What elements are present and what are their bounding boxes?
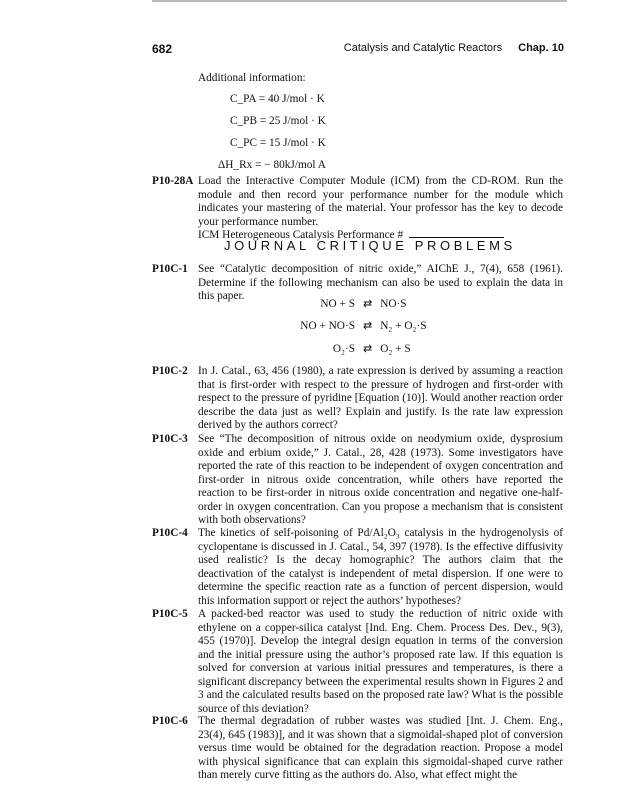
problem-label: P10-28A <box>152 175 194 187</box>
mechanism-step <box>310 297 510 310</box>
chapter-title: Catalysis and Catalytic Reactors <box>343 42 503 54</box>
problem-text: The kinetics of self-poisoning of Pd/Al₂O₃ catalysis in the hydrogenolysis of cyclopentane is discussed in J. Catal., 54, 397 (1978). Is the effective diffusivity used realistic? Is the decay homographic? The authors claim that the deactivation of the catalyst is independent of metal dispersion. If one were to determine the specific reaction rate as a function of percent dispersion, would this information support or reject the authors’ hypotheses? <box>198 527 563 607</box>
section-title: JOURNAL CRITIQUE PROBLEMS <box>224 238 516 253</box>
problem-text: See “Catalytic decomposition of nitric oxide,” AIChE J., 7(4), 658 (1961). Determine if the following mechanism can also be used to explain the data in this paper. <box>198 263 563 302</box>
equation-cpb: C_PB = 25 J/mol · K <box>230 115 326 127</box>
problem-label: P10C-5 <box>152 608 188 620</box>
products: N₂ + O₂·S <box>380 320 427 332</box>
mechanism-step <box>265 319 515 332</box>
performance-label: ICM Heterogeneous Catalysis Performance # <box>198 229 404 241</box>
running-header <box>344 42 564 54</box>
chapter-number: Chap. 10 <box>518 42 564 54</box>
problem-text: A packed-bed reactor was used to study the reduction of nitric oxide with ethylene on a copper-silica catalyst [Ind. Eng. Chem. Process Des. Dev., 9(3), 455 (1970)]. Develop the integral design equation in terms of the conversion and the initial pressure using the author’s proposed rate law. If this equation is solved for conversion at various initial pressures and temperatures, is there a significant discrepancy between the experimental results shown in Figures 2 and 3 and the calculated results based on the proposed rate law? What is the possible source of this deviation? <box>198 608 563 715</box>
additional-info-title: Additional information: <box>198 72 306 84</box>
problem-label: P10C-6 <box>152 715 188 727</box>
problem-text: In J. Catal., 63, 456 (1980), a rate expression is derived by assuming a reaction that is first-order with respect to the pressure of hydrogen and first-order with respect to the pressure of pyridine [Equation (10)]. Would another reaction order describe the data just as well? Explain and justify. Is the rate law expression derived by the authors correct? <box>198 365 563 431</box>
problem-label: P10C-4 <box>152 527 188 539</box>
reactants: O₂·S <box>332 343 355 355</box>
top-rule <box>152 0 567 2</box>
products: NO·S <box>380 298 407 310</box>
equation-cpc: C_PC = 15 J/mol · K <box>230 137 326 149</box>
equation-dhrx: ΔH_Rx = − 80kJ/mol A <box>218 159 326 171</box>
equilibrium-arrow-icon: ⇄ <box>363 298 373 310</box>
problem-text: See “The decomposition of nitrous oxide on neodymium oxide, dysprosium oxide and erbium oxide,” J. Catal., 28, 428 (1973). Some investigators have reported the rate of this reaction to be independent of oxygen concentration and first-order in nitrous oxide concentration, while others have reported the reaction to be first-order in nitrous oxide concentration and negative one-half-order in oxygen concentration. Can you propose a mechanism that is consistent with both observations? <box>198 433 563 526</box>
mechanism-step <box>310 342 510 355</box>
equilibrium-arrow-icon: ⇄ <box>363 343 373 355</box>
problem-label: P10C-3 <box>152 433 188 445</box>
products: O₂ + S <box>380 343 411 355</box>
reactants: NO + NO·S <box>300 320 355 332</box>
reactants: NO + S <box>320 298 355 310</box>
equation-cpa: C_PA = 40 J/mol · K <box>230 93 325 105</box>
page-number: 682 <box>152 42 173 56</box>
equilibrium-arrow-icon: ⇄ <box>363 320 373 332</box>
problem-text: The thermal degradation of rubber wastes was studied [Int. J. Chem. Eng., 23(4), 645 (1983)], and it was shown that a sigmoidal-shaped plot of conversion versus time would be obtained for the degradation reaction. Propose a model with physical significance that can explain this sigmoidal-shaped curve rather than merely curve fitting as the authors do. Also, what effect might the <box>198 715 563 781</box>
problem-text <box>198 175 563 243</box>
problem-label: P10C-1 <box>152 263 188 275</box>
problem-body: Load the Interactive Computer Module (ICM) from the CD-ROM. Run the module and then record your performance number for the module which indicates your mastering of the material. Your professor has the key to decode your performance number. <box>198 175 563 228</box>
problem-label: P10C-2 <box>152 365 188 377</box>
